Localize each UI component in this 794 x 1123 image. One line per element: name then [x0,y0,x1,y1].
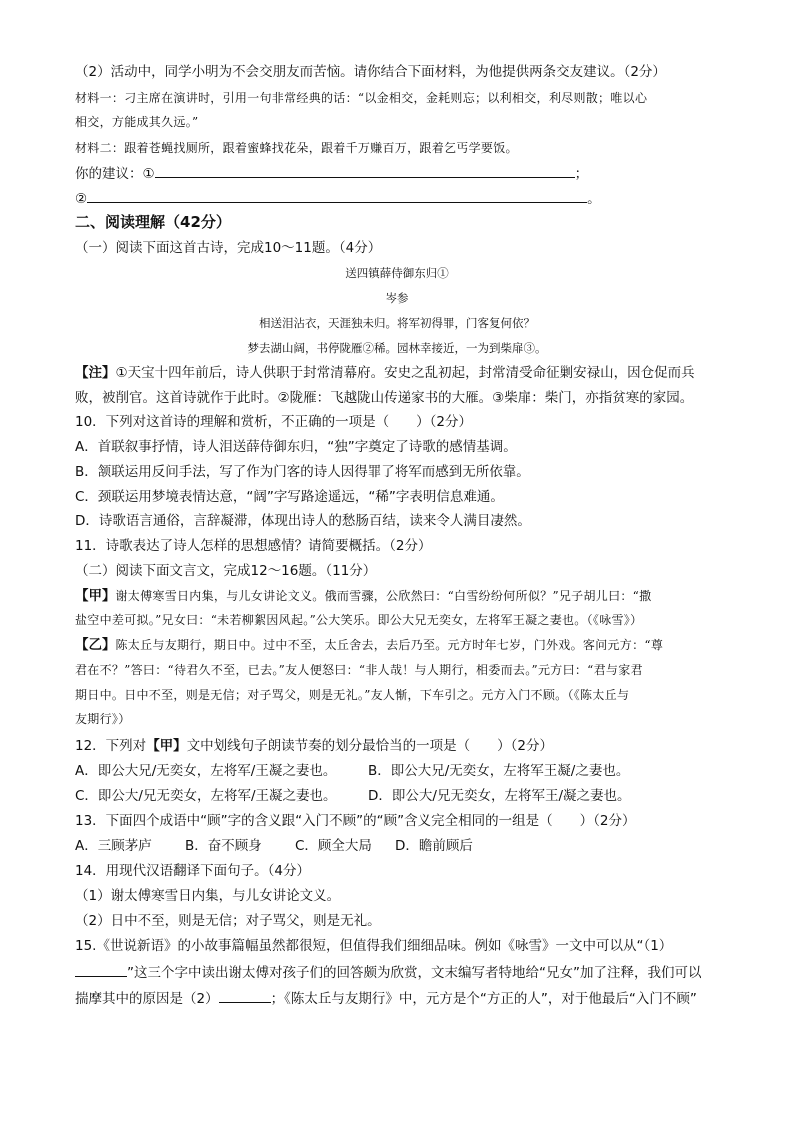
passage-yi-line-1: 【乙】陈太丘与友期行，期日中。过中不至，太丘舍去，去后乃至。元方时年七岁，门外戏。客问元方：“尊 [75,637,664,653]
advice-1-row [75,163,730,184]
question-12: 12．下列对【甲】文中划线句子朗读节奏的划分最恰当的一项是（ ）（2分） [75,738,554,754]
question-15-line-3: 揣摩其中的原因是（2） ；《陈太丘与友期行》中，元方是个“方正的人”，对于他最后“入门不顾” [75,988,730,1009]
question-10-option-b: B．颔联运用反问手法，写了作为门客的诗人因得罪了将军而感到无所依靠。 [75,464,530,480]
question-14-sentence-2: （2）日中不至，则是无信；对子骂父，则是无礼。 [75,913,381,929]
poem-author: 岑参 [385,291,409,305]
question-12-option-d: D．即公大/兄无奕女，左将军王/凝之妻也。 [368,788,631,804]
advice-2-blank[interactable] [87,188,587,203]
question-15-blank-1[interactable] [75,962,127,977]
part-2-instruction: （二）阅读下面文言文，完成12～16题。（11分） [75,563,377,579]
question-12-option-c: C．即公大/兄无奕女，左将军/王凝之妻也。 [75,788,337,804]
advice-2-label: ② [75,191,88,207]
question-10-option-a: A．首联叙事抒情，诗人泪送薛侍御东归，“独”字奠定了诗歌的感情基调。 [75,439,517,455]
question-15-blank-2[interactable] [219,988,271,1003]
question-13-option-d: D．瞻前顾后 [395,838,473,854]
passage-yi-label: 【乙】 [75,637,116,653]
question-10-option-d: D．诗歌语言通俗，言辞凝滞，体现出诗人的愁肠百结，读来令人满目凄然。 [75,513,531,529]
poem-line-2: 梦去湖山阔，书停陇雁②稀。园林幸接近，一为到柴扉③。 [247,341,547,355]
material-1-line-2: 相交，方能成其久远。” [75,115,199,129]
question-15-line-2: ”这三个字中读出谢太傅对孩子们的回答颇为欣赏，文末编写者特地给“兄女”加了注释，我们可以 [75,962,730,983]
question-13-option-b: B．奋不顾身 [185,838,262,854]
question-14: 14．用现代汉语翻译下面句子。（4分） [75,863,311,879]
advice-2-row [75,188,730,209]
question-12-option-a: A．即公大兄/无奕女，左将军/王凝之妻也。 [75,763,337,779]
poem-line-1: 相送泪沾衣，天涯独未归。将军初得罪，门客复何依？ [259,316,535,330]
question-13: 13．下面四个成语中“顾”字的含义跟“入门不顾”的“顾”含义完全相同的一组是（ ）（2分） [75,813,636,829]
passage-jia-line-1: 【甲】谢太傅寒雪日内集，与儿女讲论文义。俄而雪骤，公欣然曰：“白雪纷纷何所似？”兄子胡儿曰：“撒 [75,588,652,604]
advice-1-label: 你的建议：① [75,166,155,182]
passage-jia-label: 【甲】 [75,588,116,604]
poem-note-line-1: 【注】①天宝十四年前后，诗人供职于封常清幕府。安史之乱初起，封常清受命征剿安禄山，因仓促而兵 [75,365,695,381]
advice-1-blank[interactable] [155,163,575,178]
passage-jia-line-2: 盐空中差可拟。”兄女曰：“未若柳絮因风起。”公大笑乐。即公大兄无奕女，左将军王凝之妻也。（《咏雪》） [75,613,643,627]
question-11: 11．诗歌表达了诗人怎样的思想感情？请简要概括。（2分） [75,538,432,554]
advice-2-period: 。 [587,191,601,207]
section-heading-reading: 二、阅读理解（42分） [75,213,231,231]
advice-1-semicolon: ； [574,166,589,182]
poem-note-line-2: 败，被削官。这首诗就作于此时。②陇雁：飞越陇山传递家书的大雁。③柴扉：柴门，亦指贫寒的家园。 [75,390,694,406]
question-12-passage-ref: 【甲】 [146,738,187,754]
note-label: 【注】 [75,365,116,381]
question-13-option-a: A．三顾茅庐 [75,838,152,854]
question-13-option-c: C．顾全大局 [295,838,372,854]
poem-title: 送四镇薛侍御东归① [345,266,449,280]
question-10: 10．下列对这首诗的理解和赏析，不正确的一项是（ ）（2分） [75,414,473,430]
question-14-sentence-1: （1）谢太傅寒雪日内集，与儿女讲论文义。 [75,888,341,904]
passage-yi-line-3: 期日中。日中不至，则是无信；对子骂父，则是无礼。”友人惭，下车引之。元方入门不顾。（《陈太丘与 [75,688,630,702]
material-1-line-1: 材料一：刁主席在演讲时，引用一句非常经典的话：“以金相交，金耗则忘；以利相交，利尽则散；唯以心 [75,91,648,105]
part-1-instruction: （一）阅读下面这首古诗，完成10～11题。（4分） [75,240,382,256]
question-15-line-1: 15.《世说新语》的小故事篇幅虽然都很短，但值得我们细细品味。例如《咏雪》一文中可以从“（1） [75,938,673,954]
material-2: 材料二：跟着苍蝇找厕所，跟着蜜蜂找花朵，跟着千万赚百万，跟着乞丐学要饭。 [75,141,518,155]
question-12-option-b: B．即公大兄/无奕女，左将军王凝/之妻也。 [368,763,630,779]
question-2: （2）活动中，同学小明为不会交朋友而苦恼。请你结合下面材料，为他提供两条交友建议。（2分） [75,64,666,80]
passage-yi-line-4: 友期行》） [75,712,131,726]
question-10-option-c: C．颈联运用梦境表情达意，“阔”字写路途遥远，“稀”字表明信息难通。 [75,489,504,505]
passage-yi-line-2: 君在不？”答曰：“待君久不至，已去。”友人便怒曰：“非人哉！与人期行，相委而去。”元方曰：“君与家君 [75,663,643,677]
